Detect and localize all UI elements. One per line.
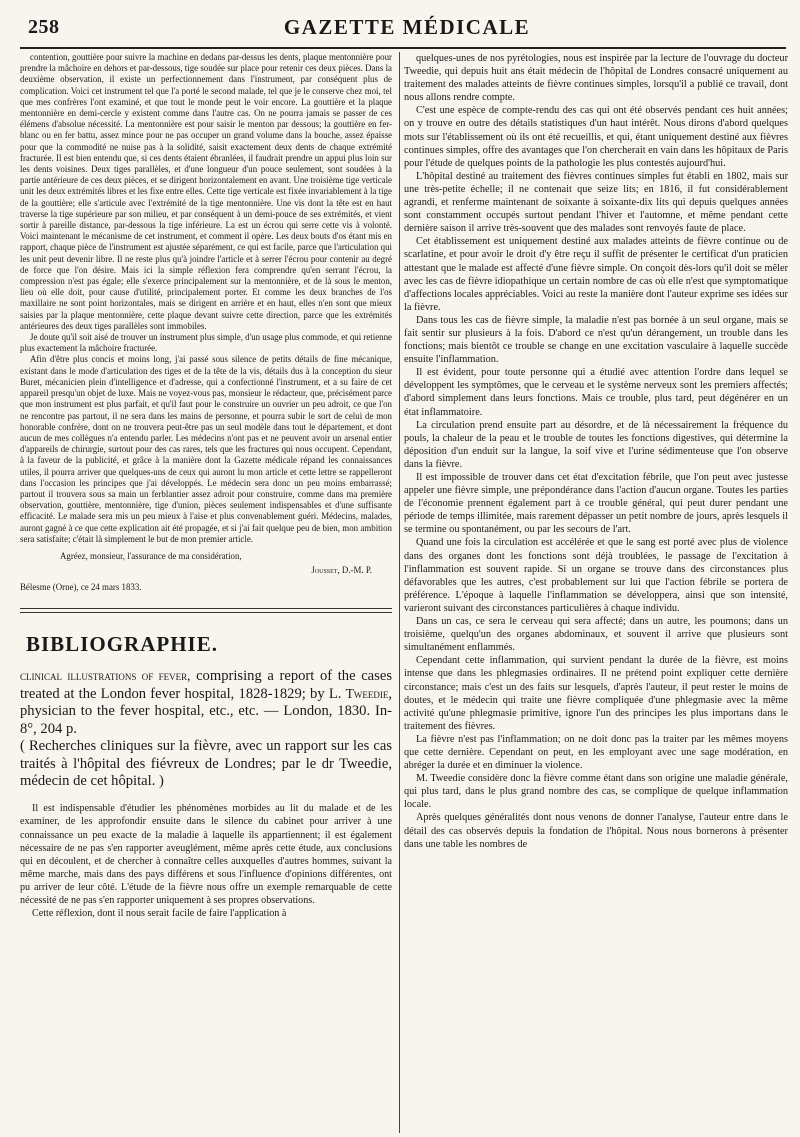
journal-title: GAZETTE MÉDICALE xyxy=(283,14,531,39)
review-paragraph: M. Tweedie considère donc la fièvre comme étant dans son origine une maladie générale, qui plus tard, dans le plus grand nombre des cas, se complique de quelque inflammation locale. xyxy=(404,773,788,811)
book-title-english xyxy=(20,667,392,739)
section-rule xyxy=(20,608,392,609)
letter-salutation: Agréez, monsieur, l'assurance de ma considération, xyxy=(60,550,242,561)
letter-paragraph: Je doute qu'il soit aisé de trouver un instrument plus simple, d'un usage plus commode, et qui retienne plus exactement la mâchoire fracturée. xyxy=(20,332,392,354)
review-paragraph: C'est une espèce de compte-rendu des cas qui ont été observés pendant ces huit années; on y trouve en outre des détails statistiques d'un haut intérêt. Nous dirons d'abord quelques mots sur l'établissement où ils ont été recueillis, et qui, étant uniquement destiné aux fièvres continues simples, offre des avantages que l'on chercherait en vain dans les hôpitaux de Paris pour l'étude de quelques points de la pathologie les plus contestés aujourd'hui. xyxy=(404,105,788,169)
review-paragraph: Après quelques généralités dont nous venons de donner l'analyse, l'auteur entre dans le détail des cas observés depuis la fondation de l'hôpital. Nous nous bornerons à présenter dans une table les nombres de xyxy=(404,812,788,850)
review-paragraph: Il est indispensable d'étudier les phénomènes morbides au lit du malade et de les examiner, de les approfondir ensuite dans le silence du cabinet pour arriver à une connaissance un peu exacte de la maladie à laquelle ils appartiennent; il est également nécessaire de ne pas s'en rapporter aveuglément, même après cette étude, aux conclusions qui en découlent, et de chercher à connaître celles auxquelles d'autres hommes, suivant la même marche, mais dans des pays différens et sous l'influence d'opinions différentes, ont pu arriver de leur côté. L'étude de la fièvre nous offre un exemple remarquable de cette nécessité de ne pas s'en rapporter uniquement à ses propres observations. xyxy=(20,803,392,907)
signature-title: , D.-M. P. xyxy=(337,565,372,576)
bibliography-heading: BIBLIOGRAPHIE. xyxy=(26,631,218,656)
review-paragraph: Dans un cas, ce sera le cerveau qui sera affecté; dans un autre, les poumons; dans un troisième, quelqu'un des organes abdominaux, et souvent il arrive que plusieurs sont simultanément enflammés. xyxy=(404,616,788,654)
book-title-end: , physician to the fever hospital, etc., etc. — London, 1830. In-8°, 204 p. xyxy=(20,685,392,737)
review-paragraph: Quand une fois la circulation est accélérée et que le sang est porté avec plus de violence dans des organes dont les fonctions sont déjà troublées, le passage de l'excitation à l'inflammation est souvent rapide. Si un organe se trouve dans des circonstances plus défavorables que les autres, c'est probablement sur lui que l'action fébrile se portera de préférence. L'époque à laquelle l'inflammation se développera, ainsi que son intensité, varieront suivant des circonstances particulières à chaque individu. xyxy=(404,537,788,614)
review-paragraph: La fièvre n'est pas l'inflammation; on ne doit donc pas la traiter par les mêmes moyens que cette dernière. Cependant on peut, en les employant avec une sage modération, en abréger la durée et en diminuer la violence. xyxy=(404,733,788,772)
letter-place-date: Bélesme (Orne), ce 24 mars 1833. xyxy=(20,582,142,593)
book-author: Tweedie xyxy=(345,685,389,701)
section-rule-thin xyxy=(20,612,392,613)
review-paragraph: Il est impossible de trouver dans cet état d'excitation fébrile, que l'on peut avec justesse appeler une fièvre simple, une prépondérance dans l'action d'aucun organe. Toutes les parties de l'économie prennent également part à ce trouble général, qui peut durer pendant une période de temps illimitée, mais rarement dépasser un petit nombre de jours, après lesquels il se termine ou spontanément, ou par les secours de l'art. xyxy=(404,472,788,536)
book-title-french: ( Recherches cliniques sur la fièvre, avec un rapport sur les cas traités à l'hôpital des fiévreux de Londres; par le dr Tweedie, médecin de cet hôpital. ) xyxy=(20,738,392,789)
right-column xyxy=(404,52,788,1137)
review-paragraph: Dans tous les cas de fièvre simple, la maladie n'est pas bornée à un seul organe, mais se fait sentir sur plusieurs à la fois. D'abord ce n'est qu'un dérangement, un trouble dans les fonctions; mais bientôt ce trouble se change en une excitation vasculaire à laquelle succède ensuite l'inflammation. xyxy=(404,314,788,366)
review-paragraph: Cependant cette inflammation, qui survient pendant la durée de la fièvre, est moins intense que dans les phlegmasies ordinaires. Il ne prétend point expliquer cette dernière circonstance; mais c'est un des faits sur lesquels, d'après l'auteur, il peut rester le moins de doutes, et le médecin qui traite une fièvre compliquée d'une phlegmasie avec la même activité qu'une phlegmasie primitive, ignore l'un des principes les plus importans dans le traitement des fièvres. xyxy=(404,655,788,732)
review-paragraph: L'hôpital destiné au traitement des fièvres continues simples fut établi en 1802, mais sur une très-petite échelle; il ne contenait que seize lits; en 1816, il fut considérablement agrandi, et renferme maintenant de soixante à soixante-dix lits qui depuis quelques années sont constamment occupés surtout pendant l'hiver et l'automne, et même pendant cette dernière saison il arrive très-souvent que des malades sont renvoyés faute de place. xyxy=(404,170,788,235)
page-number: 258 xyxy=(28,15,60,38)
review-body xyxy=(20,802,392,920)
letter-signature xyxy=(20,565,392,576)
review-paragraph: Cette réflexion, dont il nous serait facile de faire l'application à xyxy=(32,908,287,920)
page-header xyxy=(28,12,786,42)
review-paragraph: quelques-unes de nos pyrétologies, nous est inspirée par la lecture de l'ouvrage du docteur Tweedie, qui depuis huit ans était médecin de l'hôpital de Londres consacré uniquement au traitement des malades atteints de fièvre continues simples, lorsqu'il a publié ce travail, dont nous allons rendre compte. xyxy=(404,53,788,104)
review-paragraph: Il est évident, pour toute personne qui a étudié avec attention l'ordre dans lequel se développent les symptômes, que le cerveau et le système nerveux sont les premiers affectés; d'abord simplement dans leurs fonctions. Mais ce trouble, plus tard, peut dégénérer en un état inflammatoire. xyxy=(404,367,788,418)
column-divider xyxy=(399,52,400,1133)
left-column xyxy=(20,52,392,1137)
review-paragraph: La circulation prend ensuite part au désordre, et de là nécessairement la fréquence du pouls, la chaleur de la peau et le trouble de toutes les fonctions digestives, qui détermine la déposition d'un enduit sur la langue, la soif vive et l'urine sédimenteuse que l'on observe dans la fièvre. xyxy=(404,419,788,470)
letter-paragraph: contention, gouttière pour suivre la machine en dedans par-dessus les dents, plaque mentonnière pour prendre la mâchoire en dehors et par-dessous, tige soudée sur place pour retenir ces deux pièces. Dans la deuxième observation, il existe un perfectionnement dans l'instrument, par conséquent plus de complication. Voici cet instrument tel que l'a porté le second malade, tel que je le conserve chez moi, tel que mes confrères l'ont examiné, et que tout le monde peut le voir encore. La gouttière et la plaque mentonnière en demi-cercle y existent comme dans l'autre cas. On ne pourra jamais se passer de ces élémens d'absolue nécessité. La mentonnière est pour saisir le menton par dessous; la gouttière en fer-blanc ou en fer battu, assez mince pour ne pas occuper un grand volume dans la bouche, assez épaisse pour que la commodité ne nuise pas à la solidité, saisit exactement deux dents de chaque extrémité fracturée. Il est bien entendu que, si ces dents étaient ébranlées, il faudrait prendre un appui plus loin sur les dents voisines. Deux tiges parallèles, et d'une longueur d'un pouce seulement, sont soudées à la partie antérieure de ces deux pièces, et se dirigent horizontalement en avant. Une troisième tige verticale unit les deux extrémités libres et les fixe entre elles. Cette tige verticale est fixée invariablement à la tige de la gouttière; elle s'articule avec l'extrémité de la tige mentonnière. Une vis dont la tête est en haut traverse la tige supérieure par son milieu, et par conséquent à un demi-pouce de ses extrémités, et vient sortir à pareille distance, par-dessous la tige inférieure. La est un écrou qui serre cette vis à volonté. Voici maintenant le mécanisme de cet instrument, et comment il opère. Les deux bouts d'os étant mis en rapport, chaque pièce de l'instrument est ajustée séparément, ce qui est facile, parce que l'articulation qui les unit peut devenir libre. Il ne reste plus qu'à joindre l'article et à serrer l'écrou pour contenir au degré de force que l'on désire. Mais ici la simple réflexion fera comprendre qu'en serrant l'écrou, la compression n'est pas égale; elle s'exerce principalement sur la mentonnière, et de là sous le menton, lieu où elle doit, pour cause d'utilité, principalement porter. Et comme les deux branches de l'os maxillaire ne sont point horizontales, mais se dirigent en arrière et en haut, elles n'en sont que mieux saisies par la plaque mentonnière, cette plaque devant suivre cette direction, parce que les extrémités antérieures des deux tiges parallèles sont immobiles. xyxy=(20,52,392,331)
book-title-lead: clinical illustrations of fever, xyxy=(20,667,191,683)
signature-name: Jousset xyxy=(311,565,338,576)
header-rule xyxy=(20,47,786,49)
letter-paragraph: Afin d'être plus concis et moins long, j'ai passé sous silence de petits détails de fine mécanique, existant dans le mode d'articulation des tiges et de la tête de la vis, détails dus à la conception du sieur Buret, mécanicien plein d'intelligence et d'adresse, qui a confectionné l'instrument, et a su faire de cet appareil presqu'un objet de luxe. Mais ne voyez-vous pas, monsieur le rédacteur, que, précisément parce que mon instrument est plus parfait, et qu'il faut pour le construire un ouvrier un peu adroit, ce que l'on ne rencontre pas partout, il ne sera dans les mains de personne, et pourra subir le sort de celui de mon honorable confrère, dont on ne trouvera peut-être pas un seul modèle dans tout le département, et dont aucun de mes collègues n'a entendu parler. Les médecins n'ont pas et ne peuvent avoir un arsenal entier d'appareils de chirurgie, surtout pour des cas rares, tels que les fractures qui nous occupent. Cependant, à la faveur de la publicité, et grâce à la manière dont la Gazette médicale répand les connaissances utiles, il pourra arriver que quelques-uns de ceux qui auront lu mon article et cette lettre se rappelleront dans l'occasion les principes que j'ai développés. Le médecin sera donc un peu moins embarrassé; partout il trouvera sous sa main un ferblantier assez adroit pour construire, comme dans ma première observation, gouttière, mentonnière, tige d'union, pièces seulement indispensables et d'une suffisante efficacité. Le malade sera mis un peu mieux à l'aise et plus convenablement guéri. Médecins, malades, auront gagné à ce que cette explication ait été propagée, et si j'ai fait quelque peu de bien, mon ambition sera satisfaite; c'était là simplement le but de mon premier article. xyxy=(20,354,392,544)
review-paragraph: Cet établissement est uniquement destiné aux malades atteints de fièvre continue ou de scarlatine, et pour avoir le droit d'y être reçu il suffit de présenter le certificat d'un praticien attestant que le malade est affecté d'une fièvre simple. On conçoit dès-lors qu'il doit se mêler avec les cas de fièvre idiopathique un certain nombre de cas où elle n'est que symptomatique d'affections locales appréciables. Voici au reste la manière dont l'auteur exprime ses idées sur la fièvre. xyxy=(404,236,788,313)
book-title-rest: comprising a report of the cases treated at the London fever hospital, 1828-1829; by L. xyxy=(20,667,392,702)
